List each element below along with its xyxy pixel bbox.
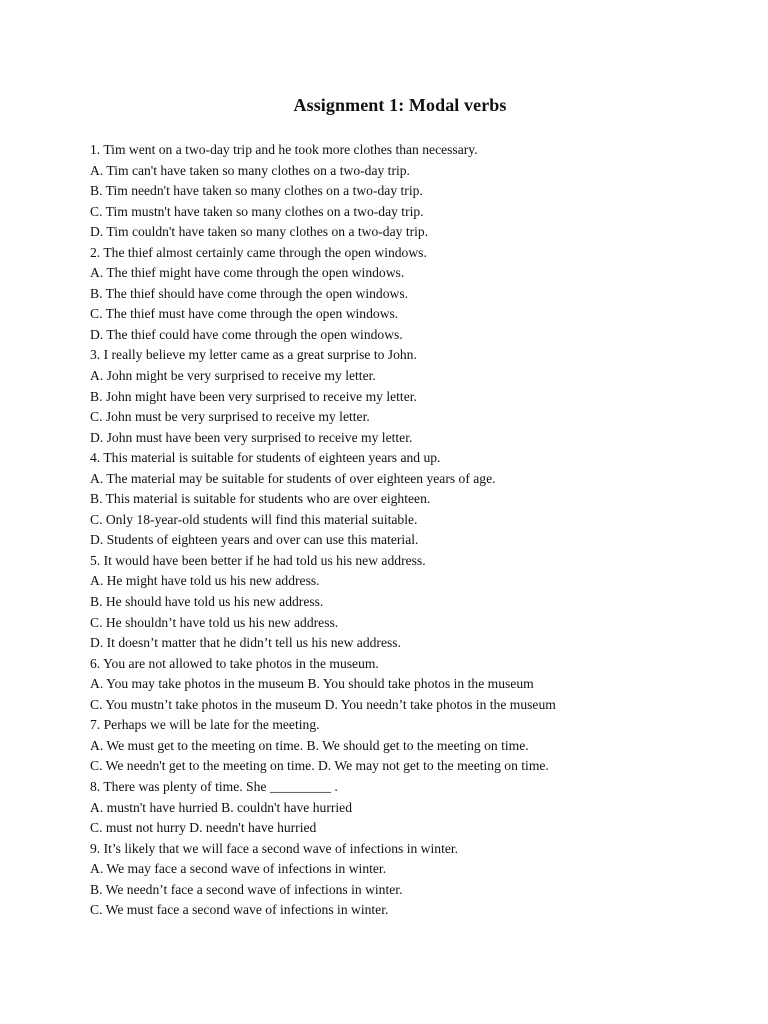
text-line: 6. You are not allowed to take photos in the museum. [90, 655, 379, 671]
text-line: B. The thief should have come through the open windows. [90, 285, 409, 301]
question-list [90, 140, 556, 921]
text-line: B. This material is suitable for students who are over eighteen. [90, 491, 431, 507]
text-line: A. We must get to the meeting on time. B. We should get to the meeting on time. [90, 737, 529, 753]
text-line: C. Only 18-year-old students will find this material suitable. [90, 511, 418, 527]
text-line: D. It doesn’t matter that he didn’t tell us his new address. [90, 635, 401, 651]
text-line: D. John must have been very surprised to receive my letter. [90, 429, 413, 445]
text-line: C. John must be very surprised to receive my letter. [90, 409, 370, 425]
text-line: B. Tim needn't have taken so many clothes on a two-day trip. [90, 183, 423, 199]
text-line: A. The thief might have come through the open windows. [90, 265, 405, 281]
text-line: A. mustn't have hurried B. couldn't have hurried [90, 799, 352, 815]
text-line: C. must not hurry D. needn't have hurried [90, 820, 317, 836]
text-line: D. Tim couldn't have taken so many clothes on a two-day trip. [90, 224, 429, 240]
text-line: D. Students of eighteen years and over can use this material. [90, 532, 419, 548]
text-line: B. We needn’t face a second wave of infections in winter. [90, 881, 403, 897]
text-line: A. He might have told us his new address. [90, 573, 320, 589]
text-line: C. We needn't get to the meeting on time. D. We may not get to the meeting on time. [90, 758, 549, 774]
text-line: 4. This material is suitable for students of eighteen years and up. [90, 450, 441, 466]
text-line: C. You mustn’t take photos in the museum D. You needn’t take photos in the museum [90, 696, 556, 712]
text-line: B. John might have been very surprised to receive my letter. [90, 388, 417, 404]
text-line: A. The material may be suitable for students of over eighteen years of age. [90, 470, 496, 486]
text-line: D. The thief could have come through the open windows. [90, 326, 403, 342]
text-line: 3. I really believe my letter came as a great surprise to John. [90, 347, 417, 363]
page-title: Assignment 1: Modal verbs [293, 95, 507, 115]
text-line: C. Tim mustn't have taken so many clothes on a two-day trip. [90, 203, 424, 219]
text-line: A. Tim can't have taken so many clothes on a two-day trip. [90, 162, 410, 178]
text-line: A. We may face a second wave of infections in winter. [90, 861, 387, 877]
text-line: 8. There was plenty of time. She _________ . [90, 778, 338, 794]
text-line: 1. Tim went on a two-day trip and he took more clothes than necessary. [90, 142, 478, 157]
text-line: A. You may take photos in the museum B. You should take photos in the museum [90, 676, 534, 692]
text-line: 7. Perhaps we will be late for the meeting. [90, 717, 320, 733]
text-line: B. He should have told us his new address. [90, 594, 324, 610]
text-line: C. The thief must have come through the open windows. [90, 306, 399, 322]
text-line: C. He shouldn’t have told us his new address. [90, 614, 339, 630]
text-line: 9. It’s likely that we will face a second wave of infections in winter. [90, 840, 459, 856]
text-line: 5. It would have been better if he had told us his new address. [90, 552, 426, 568]
text-line: 2. The thief almost certainly came through the open windows. [90, 244, 427, 260]
text-line: A. John might be very surprised to receive my letter. [90, 368, 376, 384]
text-line: C. We must face a second wave of infections in winter. [90, 902, 389, 918]
